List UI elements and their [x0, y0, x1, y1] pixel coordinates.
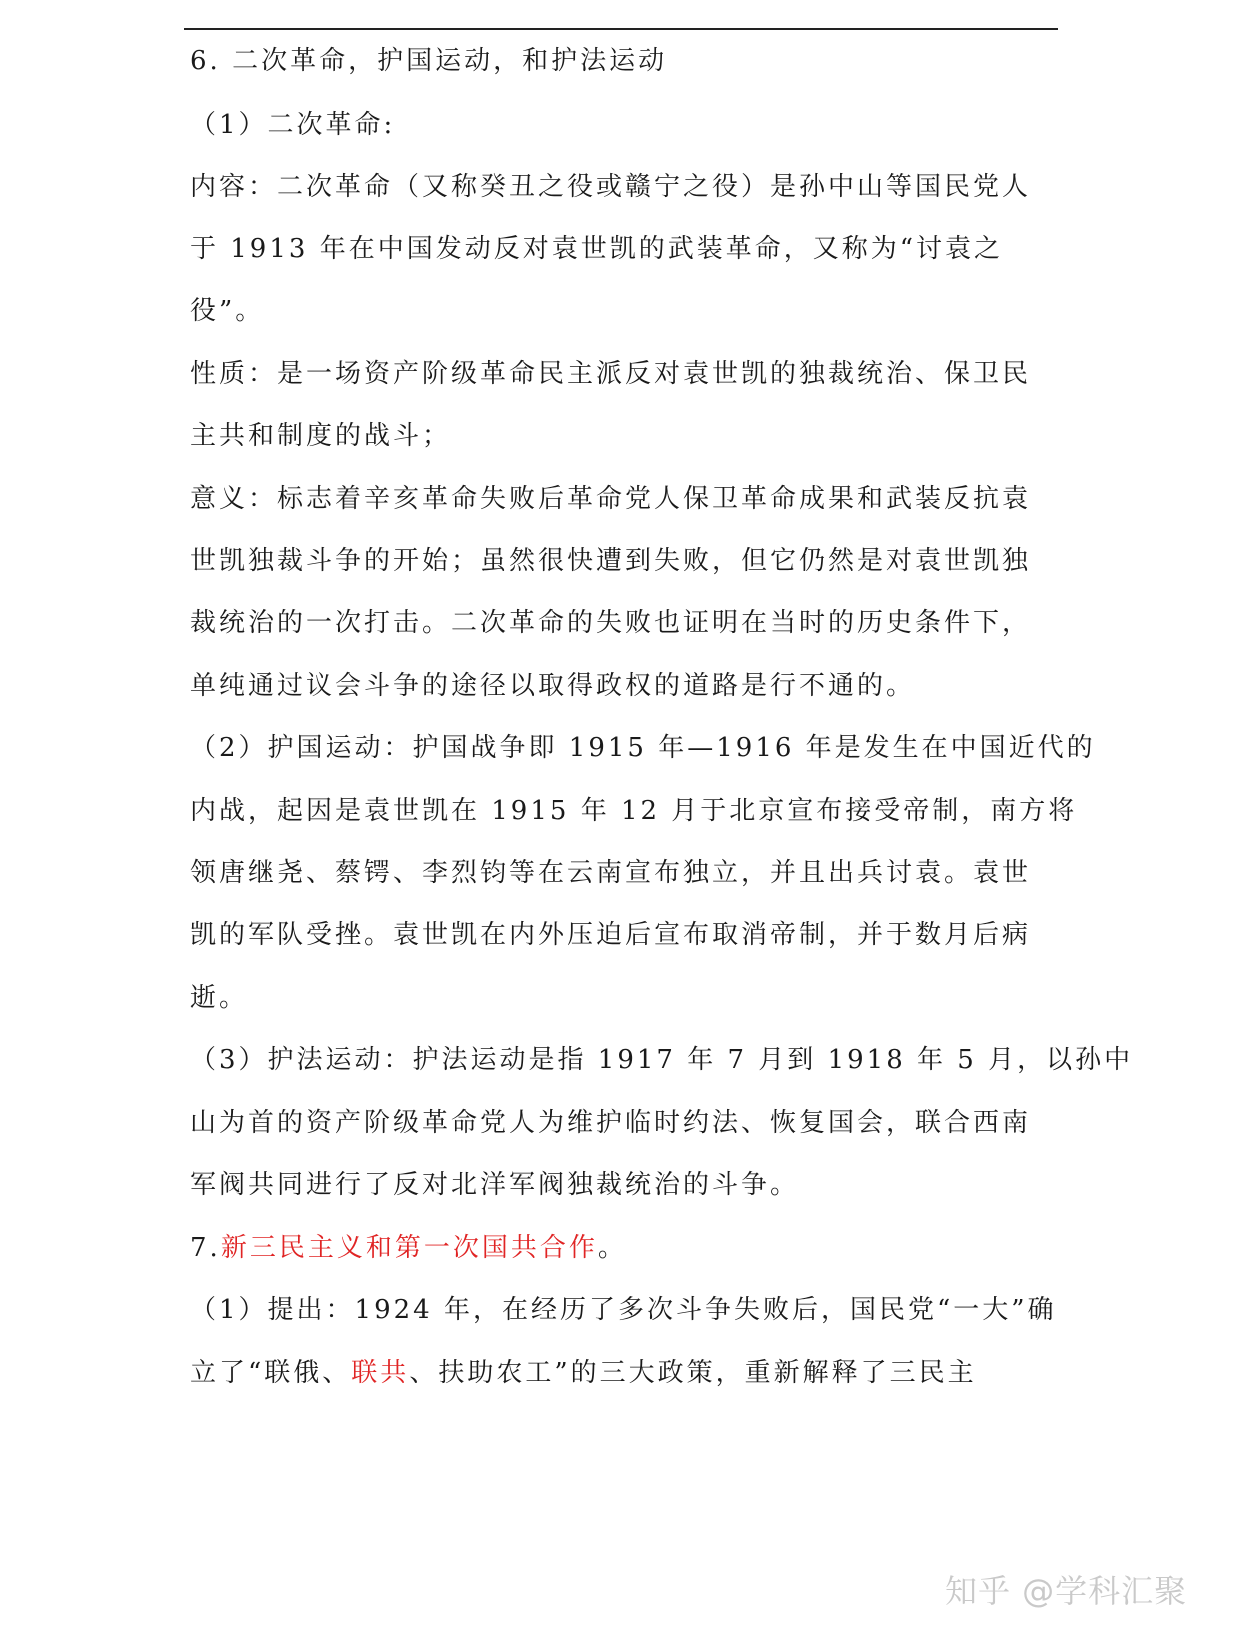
watermark: 知乎 @学科汇聚	[945, 1572, 1188, 1610]
paragraph-line: 裁统治的一次打击。二次革命的失败也证明在当时的历史条件下，	[190, 608, 1032, 638]
paragraph-line: （3）护法运动：护法运动是指 1917 年 7 月到 1918 年 5 月，以孙中	[190, 1045, 1134, 1075]
section-7-number: 7.	[190, 1233, 221, 1263]
section-6-heading: 6. 二次革命，护国运动，和护法运动	[190, 46, 668, 76]
top-rule	[184, 28, 1058, 30]
paragraph-line: 军阀共同进行了反对北洋军阀独裁统治的斗争。	[190, 1170, 800, 1200]
text-segment: 、扶助农工”的三大政策，重新解释了三民主	[409, 1358, 977, 1388]
paragraph-line: 内战，起因是袁世凯在 1915 年 12 月于北京宣布接受帝制，南方将	[190, 796, 1078, 826]
paragraph-line: 于 1913 年在中国发动反对袁世凯的武装革命，又称为“讨袁之	[190, 234, 1003, 264]
paragraph-line	[190, 1356, 977, 1390]
paragraph-line: 内容：二次革命（又称癸丑之役或赣宁之役）是孙中山等国民党人	[190, 172, 1032, 202]
paragraph-line: 世凯独裁斗争的开始；虽然很快遭到失败，但它仍然是对袁世凯独	[190, 546, 1032, 576]
paragraph-line: 凯的军队受挫。袁世凯在内外压迫后宣布取消帝制，并于数月后病	[190, 920, 1032, 950]
paragraph-line: 主共和制度的战斗；	[190, 421, 452, 451]
paragraph-line: 役”。	[190, 296, 265, 326]
section-6-1-heading: （1）二次革命:	[190, 110, 396, 140]
paragraph-line: 领唐继尧、蔡锷、李烈钧等在云南宣布独立，并且出兵讨袁。袁世	[190, 858, 1032, 888]
paragraph-line: 山为首的资产阶级革命党人为维护临时约法、恢复国会，联合西南	[190, 1108, 1032, 1138]
paragraph-line: （2）护国运动：护国战争即 1915 年—1916 年是发生在中国近代的	[190, 733, 1096, 763]
paragraph-line: 逝。	[190, 983, 249, 1013]
section-7-title: 新三民主义和第一次国共合作	[220, 1233, 598, 1263]
paragraph-line: 单纯通过议会斗争的途径以取得政权的道路是行不通的。	[190, 671, 916, 701]
paragraph-line: 意义：标志着辛亥革命失败后革命党人保卫革命成果和武装反抗袁	[190, 484, 1032, 514]
paragraph-line: （1）提出：1924 年，在经历了多次斗争失败后，国民党“一大”确	[190, 1295, 1057, 1325]
text-segment: 立了“联俄、	[190, 1358, 352, 1388]
highlight-text: 联共	[351, 1358, 410, 1388]
section-7-period: 。	[597, 1233, 627, 1263]
section-7-heading	[190, 1231, 627, 1265]
paragraph-line: 性质：是一场资产阶级革命民主派反对袁世凯的独裁统治、保卫民	[190, 359, 1032, 389]
